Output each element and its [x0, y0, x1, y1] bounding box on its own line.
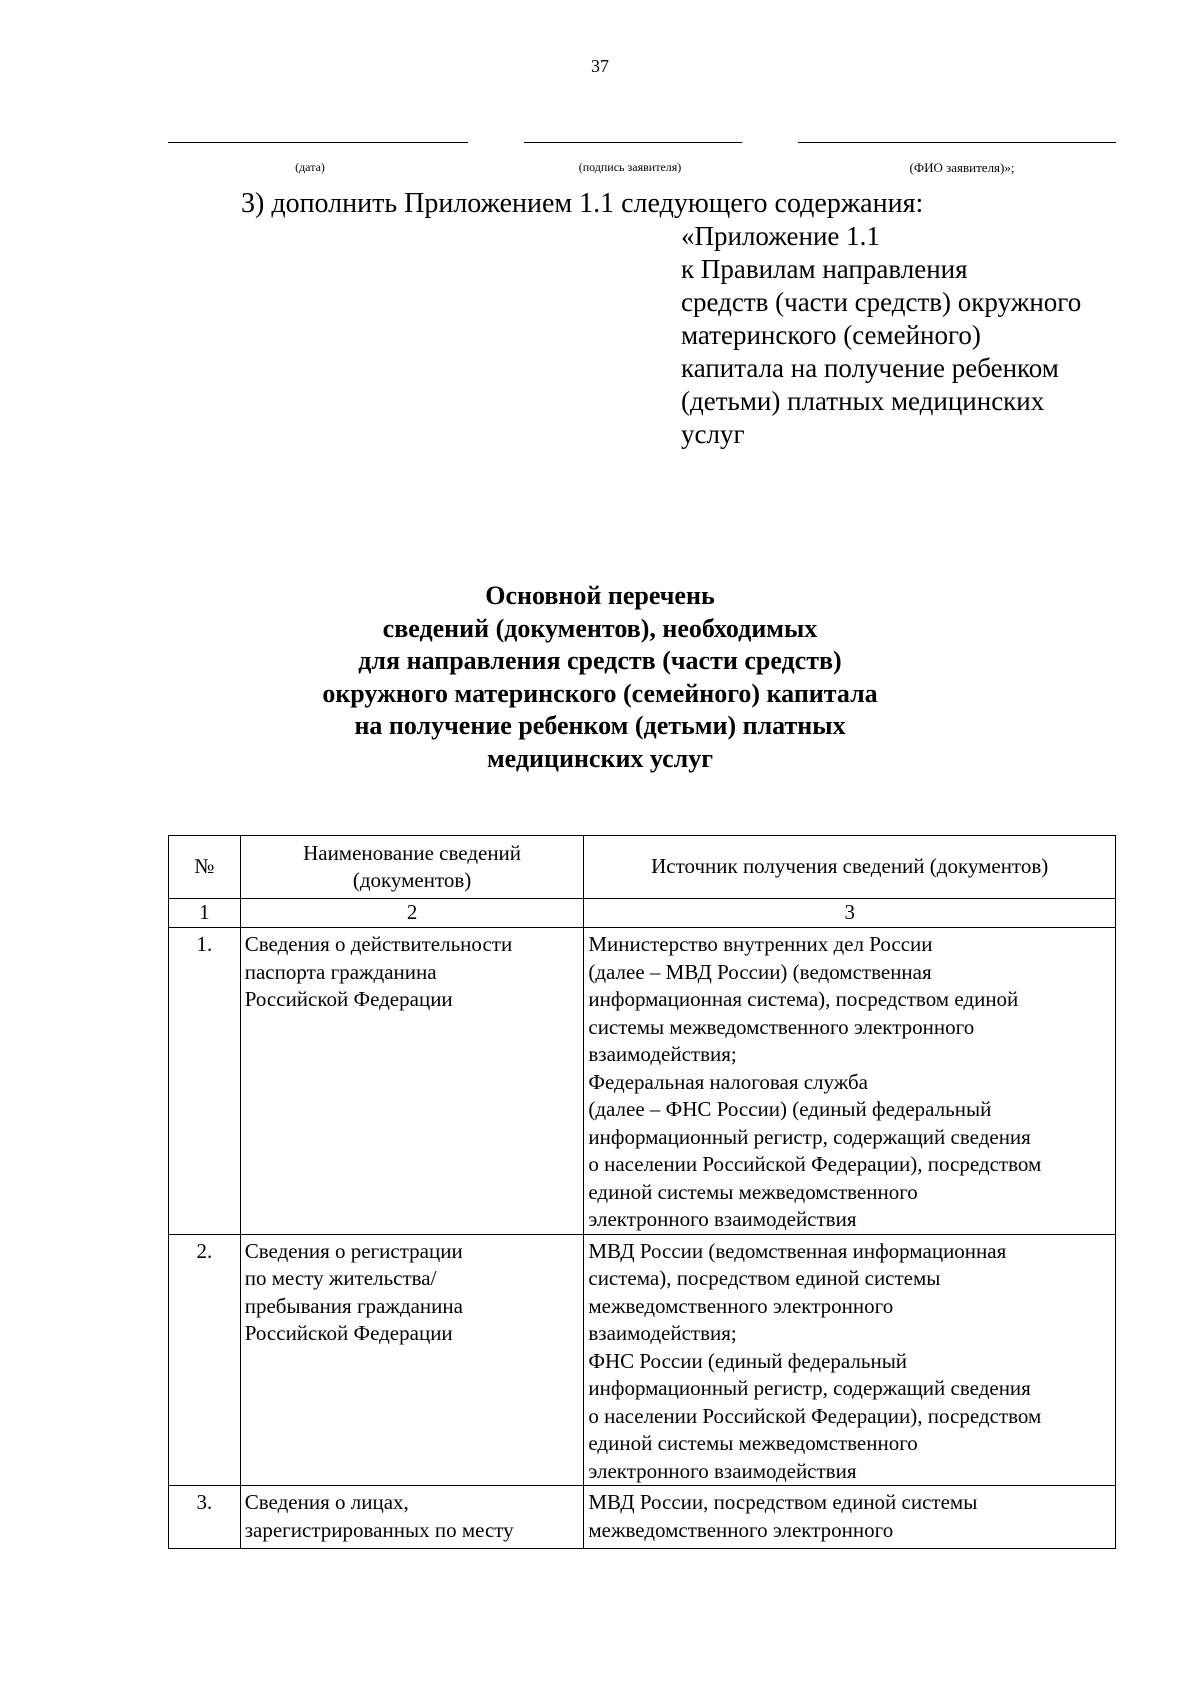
header-num: № — [169, 836, 241, 899]
title-line: сведений (документов), необходимых — [382, 613, 818, 643]
header-name — [240, 836, 584, 899]
row-source-line: информационная система), посредством единой — [588, 987, 1019, 1011]
header-source: Источник получения сведений (документов) — [584, 836, 1116, 899]
row-name-line: по месту жительства/ — [244, 1266, 437, 1290]
column-number: 3 — [584, 899, 1116, 928]
amendment-text: 3) дополнить Приложением 1.1 следующего содержания: — [241, 188, 924, 219]
title-line: Основной перечень — [485, 581, 715, 610]
row-source-line: взаимодействия; — [588, 1042, 737, 1066]
row-source — [584, 928, 1116, 1235]
row-source-line: единой системы межведомственного — [588, 1179, 918, 1204]
date-signature-line — [168, 142, 468, 143]
signature-caption: (подпись заявителя) — [578, 160, 682, 174]
row-number: 1. — [169, 928, 241, 1235]
row-name — [240, 1486, 584, 1549]
header-name-line: (документов) — [352, 868, 472, 892]
appendix-line: материнского (семейного) — [681, 320, 981, 350]
row-source-line: о населении Российской Федерации), посредством — [588, 1152, 1042, 1176]
document-title — [0, 580, 1200, 775]
page-number: 37 — [591, 56, 609, 76]
row-name-line: Сведения о регистрации — [244, 1238, 463, 1263]
row-source-line: Министерство внутренних дел России — [588, 932, 933, 956]
table-header-row — [169, 836, 1116, 899]
header-name-line: Наименование сведений — [303, 840, 522, 865]
row-source-line: (далее – ФНС России) (единый федеральный — [588, 1097, 992, 1121]
table-row — [169, 928, 1116, 1235]
applicant-name-line — [798, 142, 1116, 143]
column-number-row — [169, 899, 1116, 928]
row-name-line: Российской Федерации — [244, 1321, 453, 1345]
appendix-line: к Правилам направления — [681, 254, 968, 284]
title-line: на получение ребенком (детьми) платных — [354, 711, 846, 740]
row-source-line: информационный регистр, содержащий сведения — [588, 1124, 1031, 1149]
row-source-line: (далее – МВД России) (ведомственная — [588, 959, 932, 984]
row-name-line: Сведения о лицах, — [244, 1490, 409, 1514]
row-source-line: межведомственного электронного — [588, 1517, 894, 1542]
row-source-line: информационный регистр, содержащий сведения — [588, 1376, 1031, 1400]
row-name-line: паспорта гражданина — [244, 959, 437, 984]
row-source — [584, 1234, 1116, 1486]
appendix-line: (детьми) платных медицинских — [681, 386, 1045, 416]
row-name-line: зарегистрированных по месту — [244, 1517, 514, 1542]
row-source-line: электронного взаимодействия — [588, 1458, 857, 1483]
appendix-line: услуг — [681, 419, 745, 449]
row-source-line: межведомственного электронного — [588, 1293, 894, 1318]
row-source-line: МВД России, посредством единой системы — [588, 1490, 978, 1514]
row-source-line: МВД России (ведомственная информационная — [588, 1238, 1007, 1263]
row-name-line: Сведения о действительности — [244, 932, 513, 956]
appendix-line: капитала на получение ребенком — [681, 353, 1059, 383]
applicant-signature-line — [524, 142, 742, 143]
column-number: 1 — [169, 899, 241, 928]
table-row — [169, 1234, 1116, 1486]
row-name — [240, 1234, 584, 1486]
row-source-line: взаимодействия; — [588, 1321, 737, 1345]
row-source — [584, 1486, 1116, 1549]
title-line: для направления средств (части средств) — [358, 646, 842, 675]
row-name-line: пребывания гражданина — [244, 1293, 463, 1318]
table-row — [169, 1486, 1116, 1549]
row-name-line: Российской Федерации — [244, 987, 453, 1011]
row-name — [240, 928, 584, 1235]
row-source-line: система), посредством единой системы — [588, 1266, 941, 1290]
row-number: 3. — [169, 1486, 241, 1549]
appendix-line: «Приложение 1.1 — [681, 221, 880, 251]
documents-table — [168, 835, 1116, 1549]
title-line: окружного материнского (семейного) капитала — [322, 678, 878, 708]
name-caption: (ФИО заявителя)»; — [909, 160, 1015, 175]
appendix-header — [681, 220, 1121, 451]
row-source-line: о населении Российской Федерации), посредством — [588, 1403, 1042, 1428]
row-source-line: Федеральная налоговая служба — [588, 1069, 868, 1094]
row-number: 2. — [169, 1234, 241, 1486]
row-source-line: электронного взаимодействия — [588, 1207, 857, 1231]
row-source-line: системы межведомственного электронного — [588, 1014, 975, 1039]
title-line: медицинских услуг — [486, 743, 714, 773]
date-caption: (дата) — [295, 160, 325, 174]
row-source-line: ФНС России (единый федеральный — [588, 1348, 908, 1373]
column-number: 2 — [240, 899, 584, 928]
row-source-line: единой системы межведомственного — [588, 1431, 918, 1455]
appendix-line: средств (части средств) окружного — [681, 287, 1082, 317]
